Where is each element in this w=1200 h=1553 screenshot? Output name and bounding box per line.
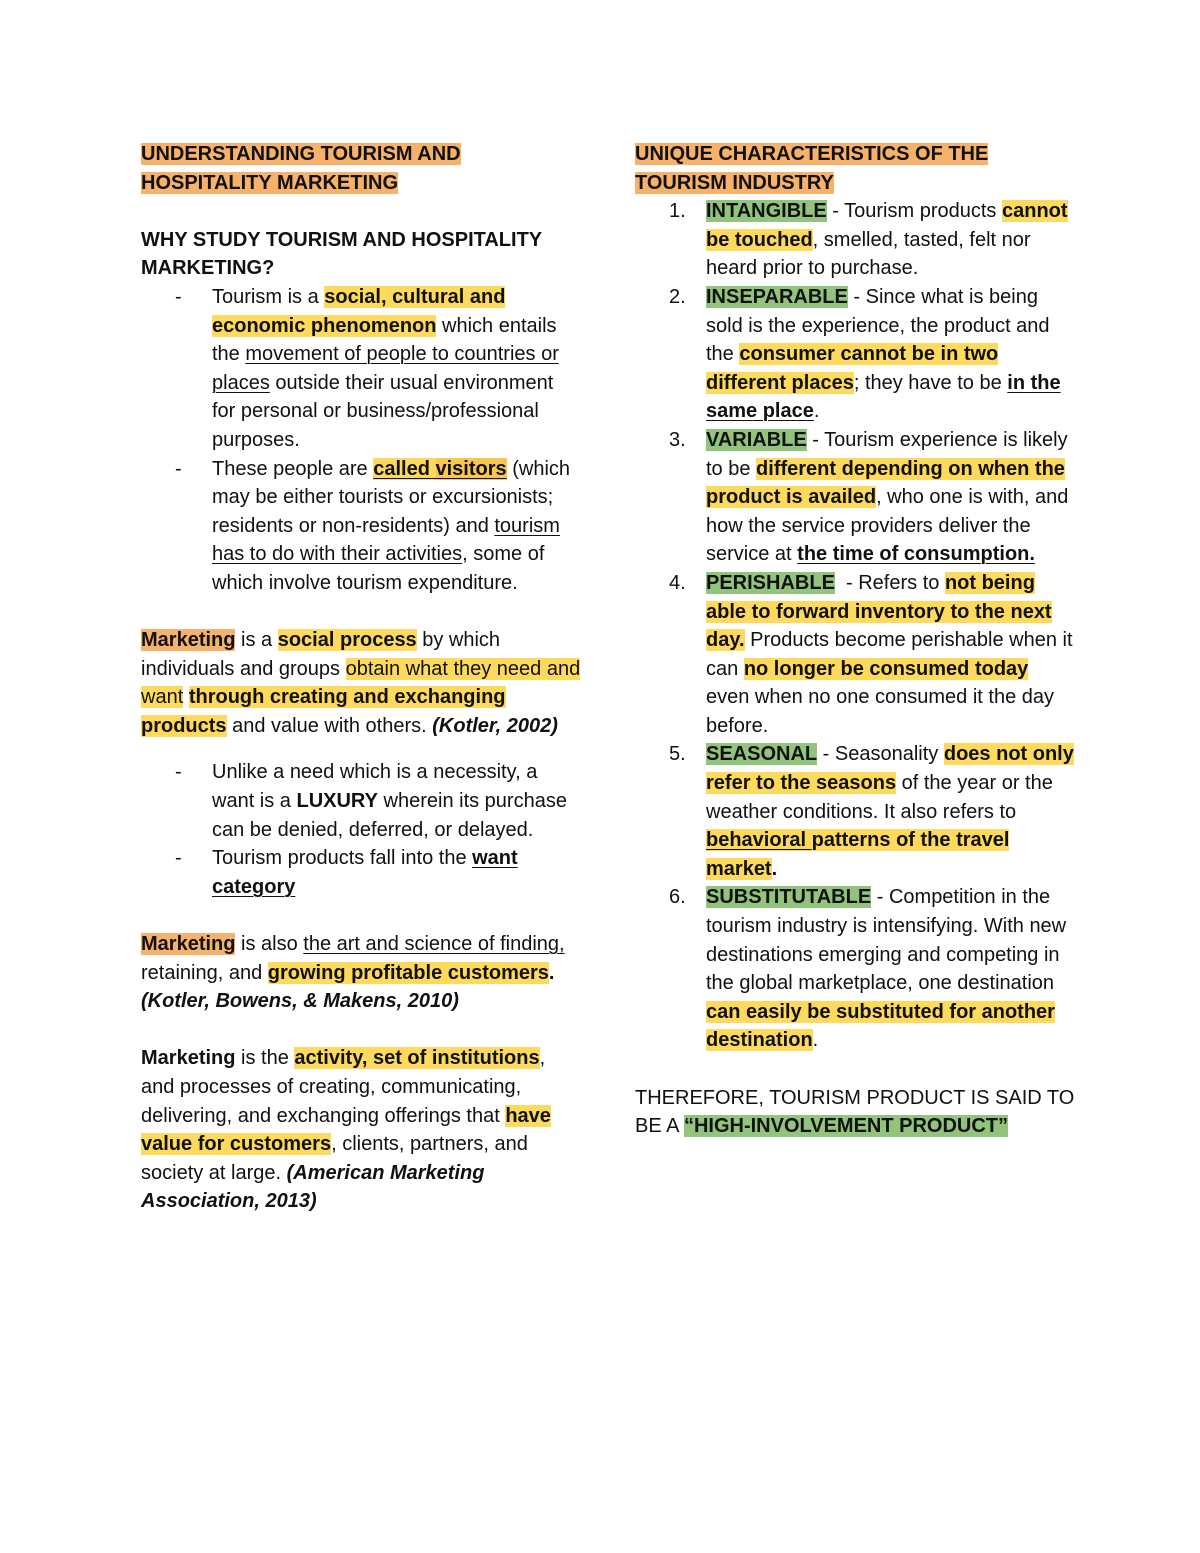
list-item-perishable: 4. PERISHABLE - Refers to not being able to forward inventory to the next day. Products become perishable when it can no longer be consumed today even when no one consumed it the day before. <box>706 569 1075 741</box>
right-column <box>635 140 1075 1141</box>
section-title-unique-characteristics: UNIQUE CHARACTERISTICS OF THE TOURISM INDUSTRY <box>635 143 989 194</box>
list-item-substitutable: 6. SUBSTITUTABLE - Competition in the tourism industry is intensifying. With new destinations emerging and competing in the global marketplace, one destination can easily be substituted for another destination. <box>706 883 1075 1055</box>
why-study-bullet-list <box>141 283 581 598</box>
list-number: 2. <box>669 285 686 308</box>
list-item: - Unlike a need which is a necessity, a want is a LUXURY wherein its purchase can be denied, deferred, or delayed. <box>212 758 581 844</box>
section-subtitle-why-study: WHY STUDY TOURISM AND HOSPITALITY MARKETING? <box>141 228 542 280</box>
marketing-definition-kotler-2002: Marketing is a social process by which individuals and groups obtain what they need and want through creating and exchanging products and value with others. (Kotler, 2002) <box>141 629 581 737</box>
characteristics-list <box>635 197 1075 1055</box>
need-want-bullet-list <box>141 758 581 901</box>
section-title-understanding: UNDERSTANDING TOURISM AND HOSPITALITY MARKETING <box>141 143 461 194</box>
marketing-definition-ama-2013: Marketing is the activity, set of institutions, and processes of creating, communicating, delivering, and exchanging offerings that have value for customers, clients, partners, and society at large. (American Marketing Association, 2013) <box>141 1047 551 1213</box>
list-item: - Tourism is a social, cultural and economic phenomenon which entails the movement of people to countries or places outside their usual environment for personal or business/professional purposes. <box>212 283 581 455</box>
conclusion-statement: THEREFORE, TOURISM PRODUCT IS SAID TO BE A “HIGH-INVOLVEMENT PRODUCT” <box>635 1086 1075 1138</box>
list-number: 5. <box>669 743 686 766</box>
list-item-seasonal: 5. SEASONAL - Seasonality does not only refer to the seasons of the year or the weather conditions. It also refers to behavioral patterns of the travel market. <box>706 740 1075 883</box>
list-item: - These people are called visitors (which may be either tourists or excursionists; residents or non-residents) and tourism has to do with their activities, some of which involve tourism expenditure. <box>212 455 581 598</box>
list-number: 3. <box>669 428 686 451</box>
spacer <box>141 901 581 930</box>
marketing-definition-kotler-2010: Marketing is also the art and science of finding, retaining, and growing profitable customers. (Kotler, Bowens, & Makens, 2010) <box>141 933 565 1013</box>
list-item-inseparable: 2. INSEPARABLE - Since what is being sold is the experience, the product and the consumer cannot be in two different places; they have to be in the same place. <box>706 283 1075 426</box>
list-item-intangible: 1. INTANGIBLE - Tourism products cannot be touched, smelled, tasted, felt nor heard prior to purchase. <box>706 197 1075 283</box>
list-number: 4. <box>669 571 686 594</box>
left-column <box>141 140 581 1216</box>
list-number: 1. <box>669 200 686 223</box>
spacer <box>141 1016 581 1045</box>
spacer <box>141 598 581 627</box>
list-item: - Tourism products fall into the want category <box>212 844 581 901</box>
spacer <box>141 197 581 226</box>
spacer <box>635 1055 1075 1084</box>
list-number: 6. <box>669 886 686 909</box>
list-item-variable: 3. VARIABLE - Tourism experience is likely to be different depending on when the product is availed, who one is with, and how the service providers deliver the service at the time of consumption. <box>706 426 1075 569</box>
spacer <box>141 740 581 758</box>
